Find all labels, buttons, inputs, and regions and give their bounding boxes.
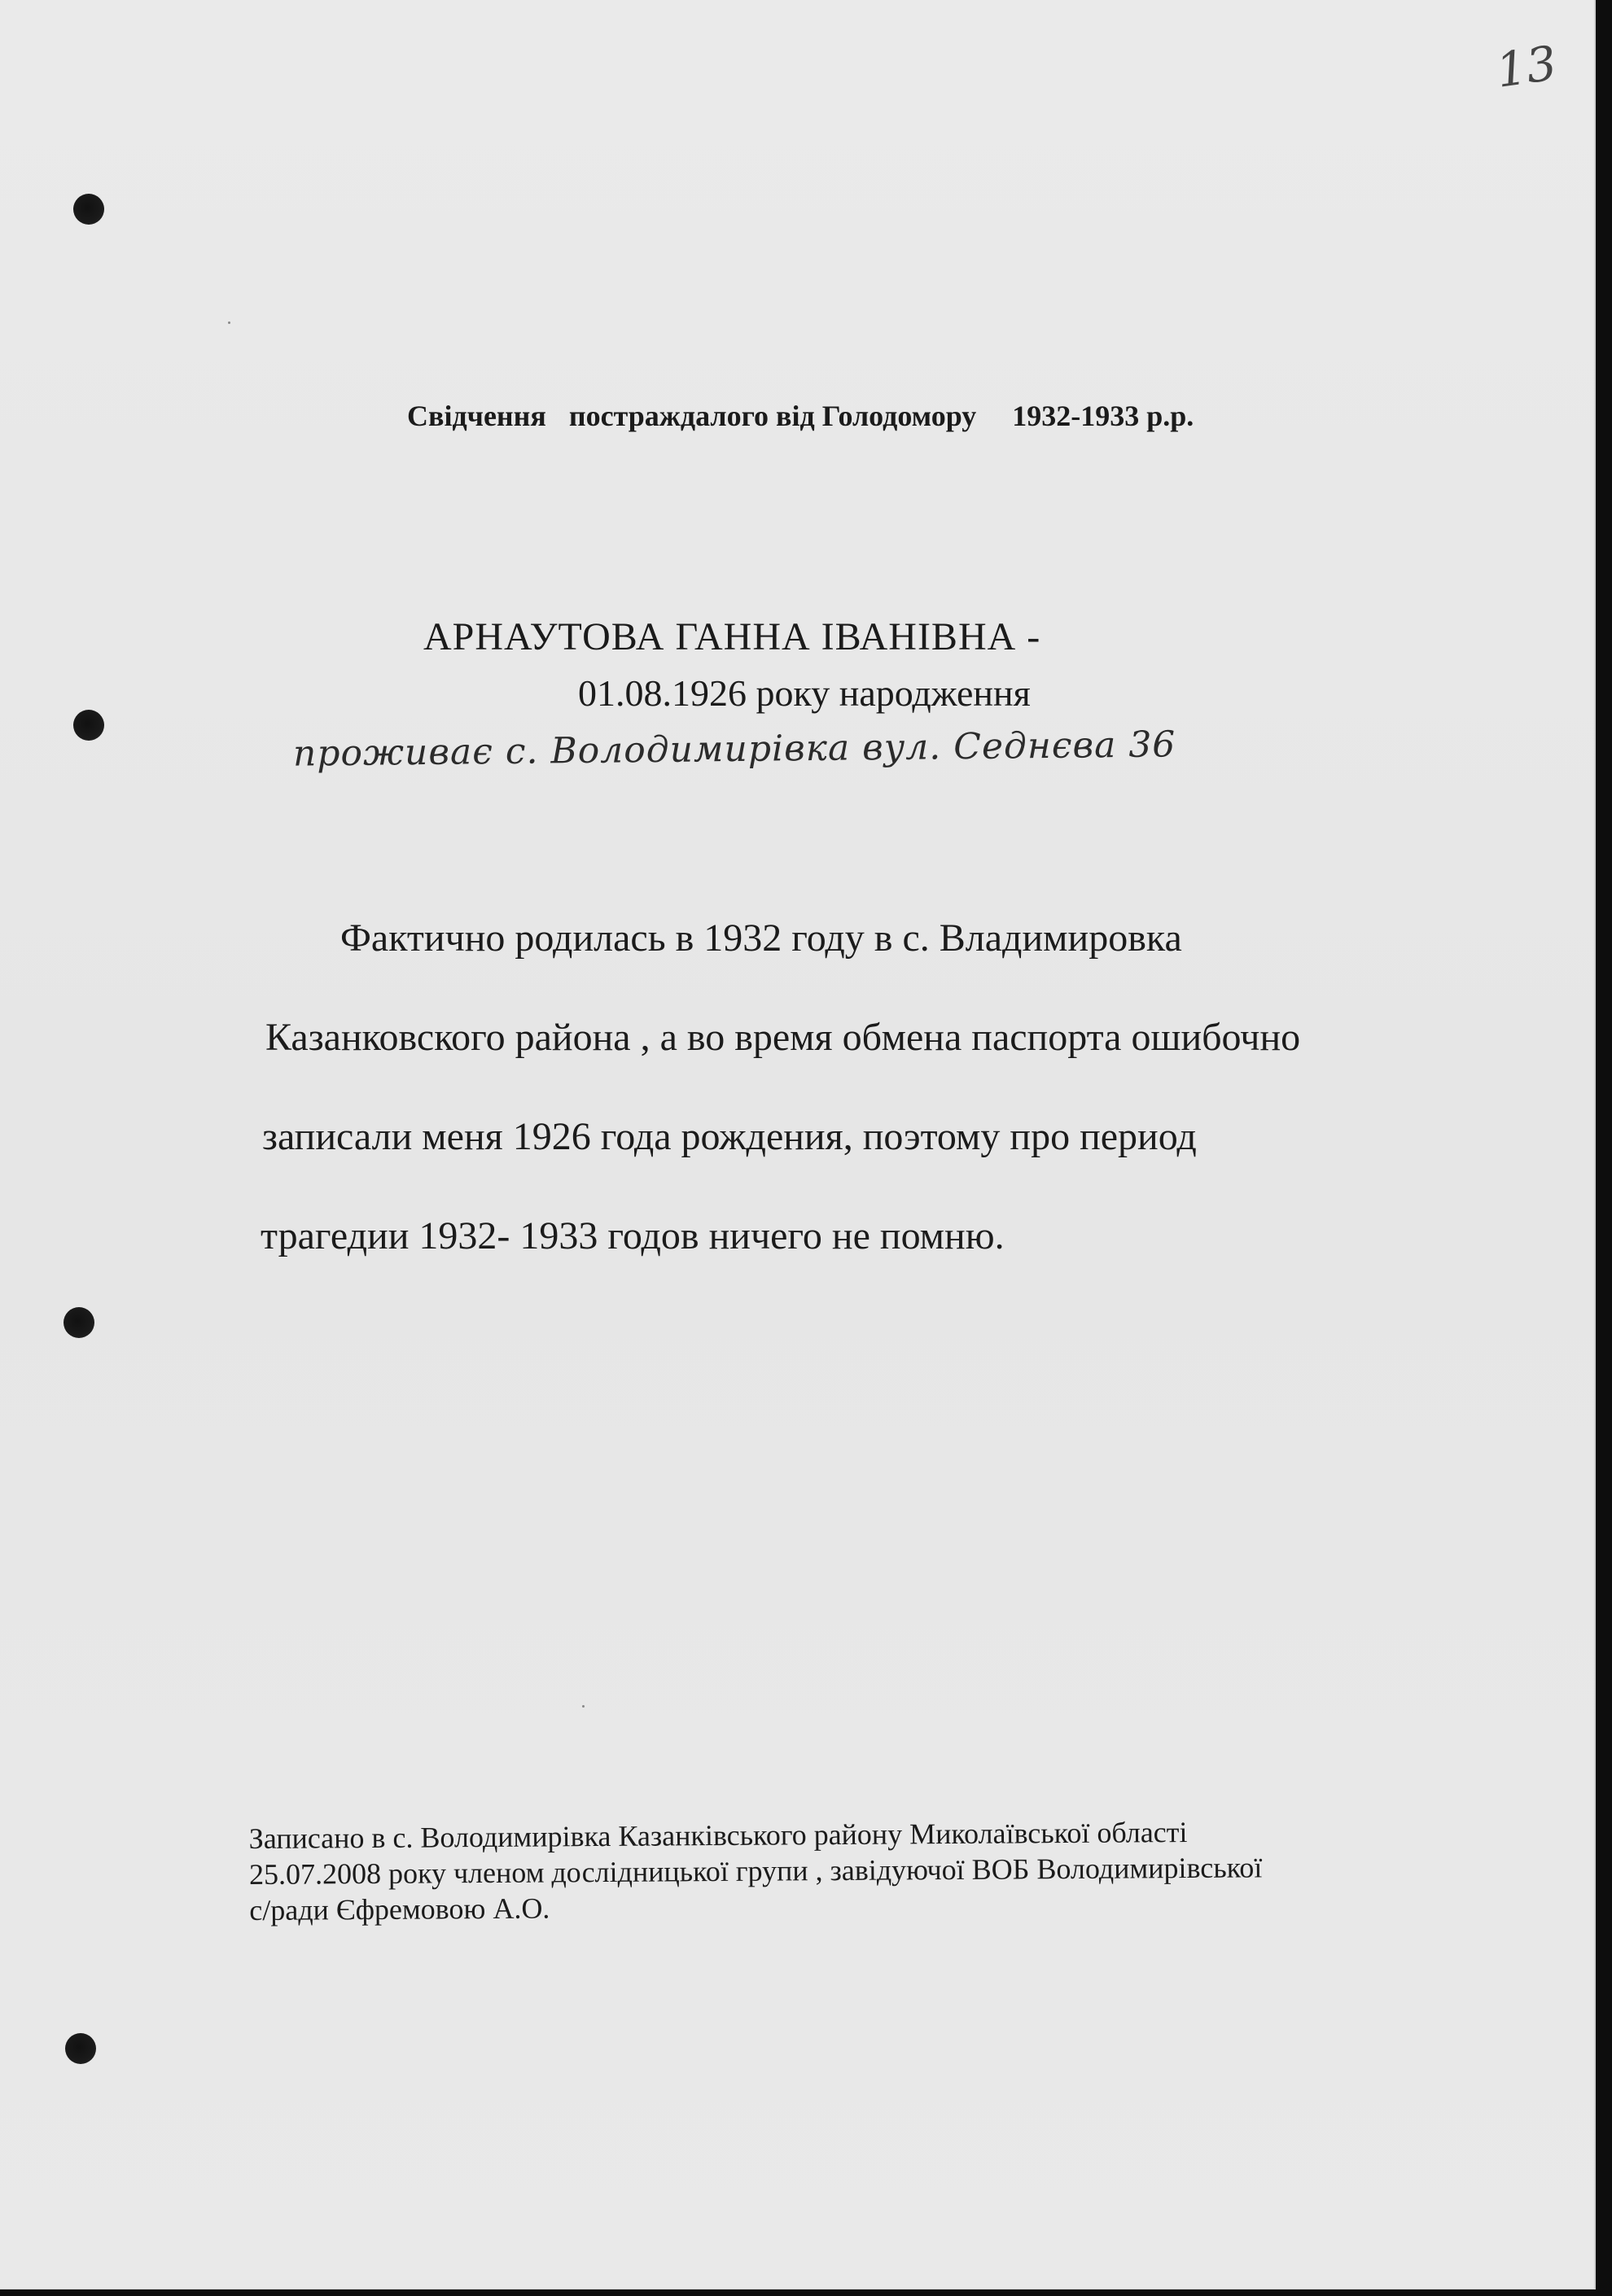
document-heading [407,399,1384,433]
footer-line-1: Записано в с. Володимирівка Казанківського району Миколаївської області [248,1816,1188,1856]
scan-edge-bottom [0,2289,1612,2296]
birth-date-line: 01.08.1926 року народження [578,672,1031,714]
punch-hole-3 [64,1307,94,1338]
footer-line-3: с/ради Єфремовою А.О. [249,1891,550,1927]
footer-line-2: 25.07.2008 року членом дослідницької групи , завідуючої ВОБ Володимирівської [248,1851,1263,1891]
body-line-4: трагедии 1932- 1933 годов ничего не помню. [261,1214,1005,1257]
punch-hole-1 [73,194,104,225]
handwritten-residence: проживає с. Володимирівка вул. Седнєва 36 [292,724,1176,775]
heading-part-3: 1932-1933 р.р. [1012,400,1194,432]
record-footer [249,1813,1430,1928]
paper-speck [228,321,230,324]
body-line-2: Казанковского района , а во время обмена паспорта ошибочно [265,1016,1301,1059]
punch-hole-2 [73,710,104,741]
heading-part-2: постраждалого від Голодомору [568,400,977,432]
paper-speck [582,1705,585,1708]
punch-hole-4 [65,2033,96,2064]
scan-edge-right [1596,0,1612,2296]
page-number: 13 [1492,35,1561,98]
body-line-3: записали меня 1926 года рождения, поэтому про период [262,1115,1197,1158]
person-name: АРНАУТОВА ГАННА ІВАНІВНА - [423,615,1041,658]
body-line-1: Фактично родилась в 1932 году в с. Владимировка [340,916,1182,960]
heading-part-1: Свідчення [407,400,546,432]
